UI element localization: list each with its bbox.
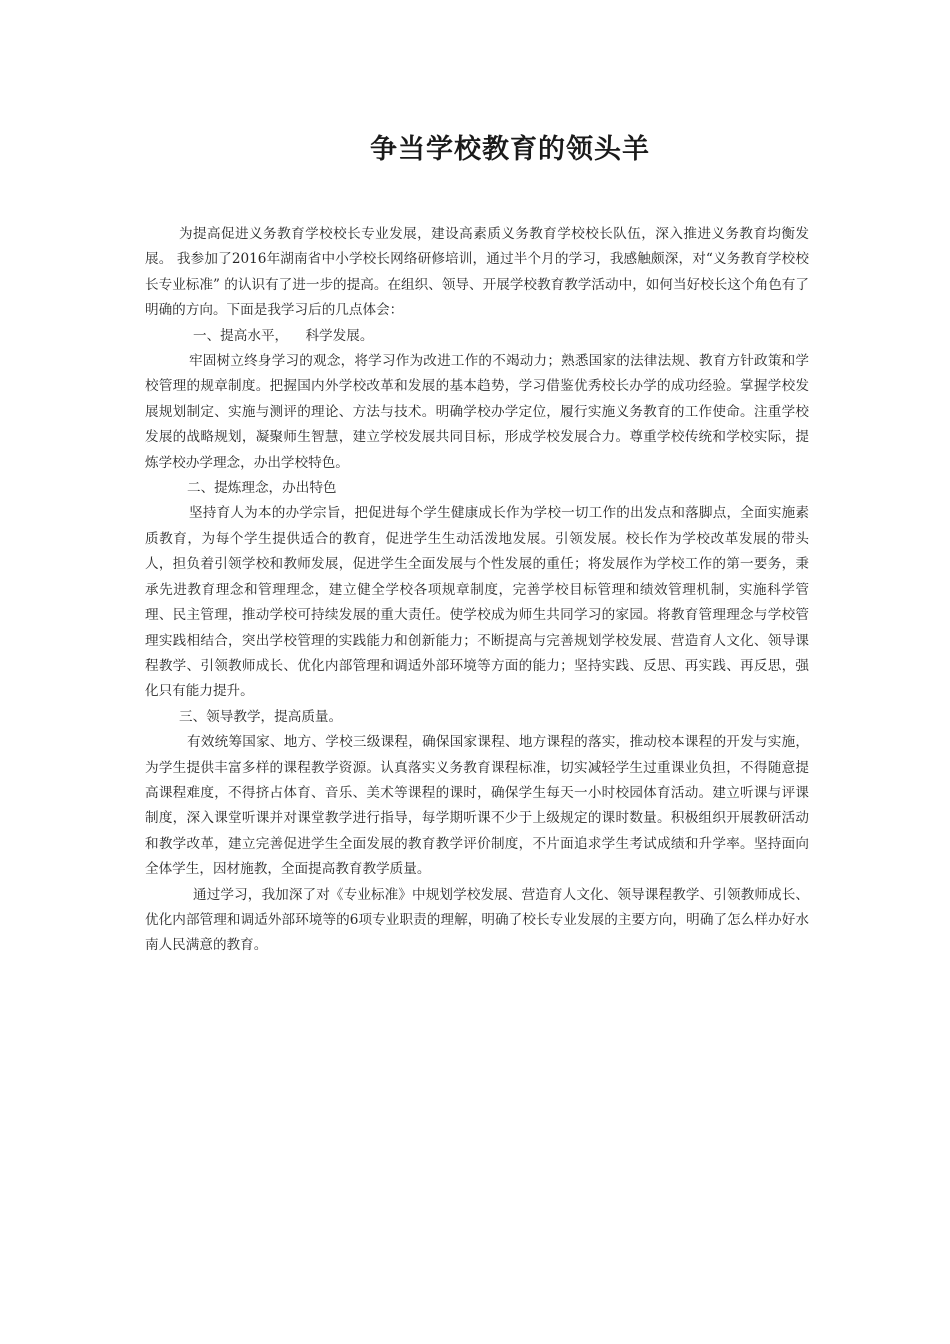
intro-paragraph: 为提高促进义务教育学校校长专业发展，建设高素质义务教育学校校长队伍，深入推进义务教育均衡发展。 我参加了2016年湖南省中小学校长网络研修培训，通过半个月的学习，我感触颇深，对“义务教育学校校长专业标准” 的认识有了进一步的提高。在组织、领导、开展学校教育教学活动中，如何当好校长这个角色有了明确的方向。下面是我学习后的几点体会： <box>145 226 809 319</box>
section-body-1: 牢固树立终身学习的观念，将学习作为改进工作的不竭动力；熟悉国家的法律法规、教育方针政策和学校管理的规章制度。把握国内外学校改革和发展的基本趋势，学习借鉴优秀校长办学的成功经验。掌握学校发展规划制定、实施与测评的理论、方法与技术。明确学校办学定位，履行实施义务教育的工作使命。注重学校发展的战略规划，凝聚师生智慧，建立学校发展共同目标，形成学校发展合力。尊重学校传统和学校实际，提炼学校办学理念，办出学校特色。 <box>145 353 809 471</box>
document-title: 争当学校教育的领头羊 <box>370 134 650 165</box>
document-body <box>145 222 809 959</box>
section-heading-1: 一、提高水平， 科学发展。 <box>193 327 374 344</box>
section-heading-3: 三、领导教学，提高质量。 <box>179 708 343 725</box>
conclusion-paragraph: 通过学习，我加深了对《专业标准》中规划学校发展、营造育人文化、领导课程教学、引领教师成长、优化内部管理和调适外部环境等的6项专业职责的理解，明确了校长专业发展的主要方向，明确了怎么样办好水南人民满意的教育。 <box>145 886 809 954</box>
section-heading-2: 二、提炼理念，办出特色 <box>187 480 337 497</box>
section-body-2: 坚持育人为本的办学宗旨，把促进每个学生健康成长作为学校一切工作的出发点和落脚点，全面实施素质教育，为每个学生提供适合的教育，促进学生生动活泼地发展。引领发展。校长作为学校改革发展的带头人，担负着引领学校和教师发展，促进学生全面发展与个性发展的重任；将发展作为学校工作的第一要务，秉承先进教育理念和管理理念，建立健全学校各项规章制度，完善学校目标管理和绩效管理机制，实施科学管理、民主管理，推动学校可持续发展的重大责任。使学校成为师生共同学习的家园。将教育管理理念与学校管理实践相结合，突出学校管理的实践能力和创新能力；不断提高与完善规划学校发展、营造育人文化、领导课程教学、引领教师成长、优化内部管理和调适外部环境等方面的能力；坚持实践、反思、再实践、再反思，强化只有能力提升。 <box>145 505 809 700</box>
section-body-3: 有效统筹国家、地方、学校三级课程，确保国家课程、地方课程的落实，推动校本课程的开发与实施，为学生提供丰富多样的课程教学资源。认真落实义务教育课程标准，切实减轻学生过重课业负担，不得随意提高课程难度，不得挤占体育、音乐、美术等课程的课时，确保学生每天一小时校园体育活动。建立听课与评课制度，深入课堂听课并对课堂教学进行指导，每学期听课不少于上级规定的课时数量。积极组织开展教研活动和教学改革，建立完善促进学生全面发展的教育教学评价制度，不片面追求学生考试成绩和升学率。坚持面向全体学生，因材施教，全面提高教育教学质量。 <box>145 734 809 878</box>
